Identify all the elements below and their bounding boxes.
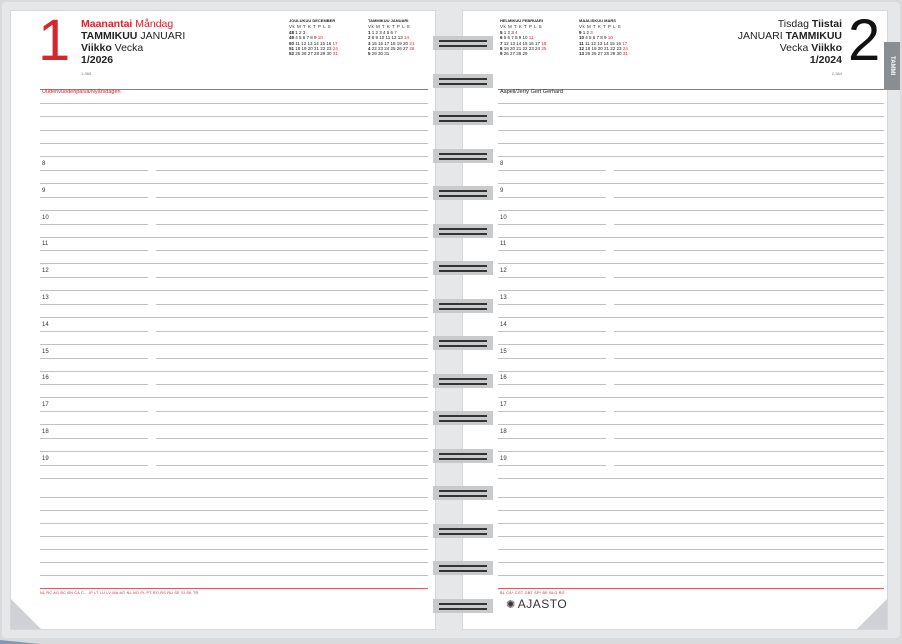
sunday: 11	[528, 35, 534, 41]
weekdays: 25 26 27 28 29 30	[585, 51, 623, 57]
hour-line[interactable]	[40, 197, 148, 198]
ring-slot	[433, 599, 493, 613]
week-number: 4	[368, 46, 372, 52]
note-line[interactable]	[498, 156, 884, 157]
hour-label: 19	[42, 456, 49, 462]
mini-calendar-march	[579, 18, 649, 57]
note-line[interactable]	[498, 536, 884, 537]
hour-label: 17	[500, 402, 507, 408]
appointment-line[interactable]	[614, 250, 884, 251]
weekdays: 1 2 3 4 5 6	[371, 29, 395, 35]
hour-line[interactable]	[40, 250, 148, 251]
sunday: 3	[590, 29, 593, 35]
week-number: 6	[500, 35, 504, 41]
ring-wire	[439, 265, 487, 267]
hour-line[interactable]	[40, 277, 148, 278]
appointment-line[interactable]	[156, 197, 428, 198]
note-line[interactable]	[498, 116, 884, 117]
ring-wire	[439, 233, 487, 235]
ring-slot	[433, 486, 493, 500]
ring-wire	[439, 120, 487, 122]
ring-wire	[439, 78, 487, 80]
left-day-of-year: 1-365	[81, 71, 92, 76]
appointment-line[interactable]	[614, 304, 884, 305]
appointment-line[interactable]	[614, 411, 884, 412]
half-hour-line[interactable]	[498, 263, 884, 264]
hour-line[interactable]	[498, 250, 606, 251]
ring-wire	[439, 83, 487, 85]
ring-wire	[439, 570, 487, 572]
week-number: 9	[500, 51, 504, 57]
left-day-number: 1	[38, 8, 71, 73]
weekdays: 1 2 3	[295, 29, 306, 35]
ring-slot	[433, 111, 493, 125]
sunday: 14	[403, 35, 409, 41]
ring-wire	[439, 45, 487, 47]
sunday: 17	[332, 40, 338, 46]
week-number: 7	[500, 40, 504, 46]
ring-wire	[439, 378, 487, 380]
weekdays: 25 26 27 28 29 30	[295, 51, 333, 57]
ring-slot	[433, 449, 493, 463]
hour-label: 15	[500, 349, 507, 355]
sunday: 25	[541, 46, 547, 52]
note-line[interactable]	[40, 523, 428, 524]
note-line[interactable]	[498, 549, 884, 550]
note-line[interactable]	[40, 510, 428, 511]
weekdays: 5 6 7 8 9 10	[503, 35, 529, 41]
left-footer-line	[40, 588, 428, 589]
half-hour-line[interactable]	[40, 478, 428, 479]
week-number: 5	[500, 29, 504, 35]
hour-label: 8	[42, 161, 46, 167]
spiral-ring	[433, 486, 493, 500]
sunday: 24	[332, 46, 338, 52]
half-hour-line[interactable]	[40, 290, 428, 291]
note-line[interactable]	[498, 130, 884, 131]
left-footer-countries: NL RC AG BC BN CA C... IP LT LU LV MA MT NL NO PL PT RO RS RU SE SI SK TR	[40, 591, 199, 595]
right-nameday: Aapeli/Jerry Gert Gerhard	[500, 89, 563, 95]
ring-wire	[439, 603, 487, 605]
ring-slot	[433, 561, 493, 575]
right-footer-countries: BL CA* CGT GBT SP* BE BLG RG	[500, 591, 565, 595]
week-number: 1	[368, 29, 372, 35]
spiral-ring	[433, 74, 493, 88]
mini-calendar-week-row	[368, 51, 438, 56]
note-line[interactable]	[498, 562, 884, 563]
left-week-fi: Viikko	[81, 42, 112, 54]
hour-line[interactable]	[498, 384, 606, 385]
appointment-line[interactable]	[156, 438, 428, 439]
hour-label: 11	[42, 241, 49, 247]
hour-label: 18	[42, 429, 49, 435]
ring-slot	[433, 261, 493, 275]
mini-calendar-title: MAALISKUU MARS	[579, 18, 616, 23]
half-hour-line[interactable]	[498, 478, 884, 479]
hour-label: 10	[42, 215, 49, 221]
appointment-line[interactable]	[156, 277, 428, 278]
mini-calendar-january	[368, 18, 438, 57]
ring-slot	[433, 74, 493, 88]
ring-slot	[433, 411, 493, 425]
hour-line[interactable]	[498, 411, 606, 412]
appointment-line[interactable]	[614, 384, 884, 385]
spiral-ring	[433, 36, 493, 50]
note-line[interactable]	[40, 497, 428, 498]
right-month-sv: JANUARI	[737, 30, 783, 42]
note-line[interactable]	[40, 549, 428, 550]
right-week-number: 1/2024	[809, 54, 842, 66]
weekdays: 26 27 28 29	[503, 51, 528, 57]
appointment-line[interactable]	[614, 438, 884, 439]
week-number: 5	[368, 51, 372, 57]
appointment-line[interactable]	[156, 411, 428, 412]
note-line[interactable]	[498, 510, 884, 511]
sunday: 10	[607, 35, 613, 41]
ring-wire	[439, 153, 487, 155]
spiral-ring	[433, 299, 493, 313]
left-holiday: Uudenvuodenpäivä/Nyårsdagen	[42, 89, 121, 95]
half-hour-line[interactable]	[498, 371, 884, 372]
mini-calendar-weekday-header: Vk M T K T P L S	[500, 24, 543, 30]
appointment-line[interactable]	[156, 465, 428, 466]
ring-slot	[433, 149, 493, 163]
sunday: 10	[317, 35, 323, 41]
sunday: 31	[332, 51, 338, 57]
hour-line[interactable]	[498, 224, 606, 225]
hour-line[interactable]	[40, 465, 148, 466]
appointment-line[interactable]	[614, 224, 884, 225]
weekdays: 4 5 6 7 8 9	[295, 35, 318, 41]
mini-calendar-weekday-header: Vk M T K T P L S	[289, 24, 332, 30]
hour-label: 12	[42, 268, 49, 274]
note-line[interactable]	[498, 523, 884, 524]
hour-label: 14	[500, 322, 507, 328]
ring-wire	[439, 490, 487, 492]
sunday: 18	[541, 40, 547, 46]
half-hour-line[interactable]	[498, 183, 884, 184]
weekdays: 4 5 6 7 8 9	[585, 35, 608, 41]
half-hour-line[interactable]	[40, 317, 428, 318]
right-month-fi: TAMMIKUU	[785, 30, 842, 42]
hour-line[interactable]	[40, 411, 148, 412]
mini-calendar-weekday-header: Vk M T K T P L S	[579, 24, 622, 30]
hour-line[interactable]	[498, 304, 606, 305]
half-hour-line[interactable]	[40, 237, 428, 238]
hour-label: 13	[500, 295, 507, 301]
ring-wire	[439, 340, 487, 342]
mini-calendar-week-row	[500, 51, 570, 56]
right-week-sv: Vecka	[779, 42, 809, 54]
note-line[interactable]	[40, 575, 428, 576]
left-month-sv: JANUARI	[140, 30, 186, 42]
spiral-ring	[433, 186, 493, 200]
ring-wire	[439, 40, 487, 42]
hour-label: 8	[500, 161, 504, 167]
hour-label: 11	[500, 241, 507, 247]
week-number: 49	[289, 35, 296, 41]
week-number: 48	[289, 29, 296, 35]
ring-wire	[439, 495, 487, 497]
sunday: 21	[409, 40, 415, 46]
appointment-line[interactable]	[156, 224, 428, 225]
hour-label: 10	[500, 215, 507, 221]
right-week-fi: Viikko	[811, 42, 842, 54]
hour-line[interactable]	[498, 197, 606, 198]
spiral-ring	[433, 336, 493, 350]
left-weekday-sv: Måndag	[135, 18, 174, 30]
right-weekday-fi: Tiistai	[811, 18, 842, 30]
weekdays: 11 12 13 14 15 16	[585, 40, 623, 46]
note-line[interactable]	[40, 116, 428, 117]
appointment-line[interactable]	[156, 358, 428, 359]
week-number: 8	[500, 46, 504, 52]
hour-line[interactable]	[498, 277, 606, 278]
ring-wire	[439, 228, 487, 230]
left-weekday-fi: Maanantai	[81, 18, 133, 30]
hour-line[interactable]	[40, 170, 148, 171]
spiral-ring	[433, 261, 493, 275]
mini-calendar-title: HELMIKUU FEBRUARI	[500, 18, 543, 23]
spiral-ring	[433, 524, 493, 538]
note-line[interactable]	[40, 156, 428, 157]
appointment-line[interactable]	[614, 170, 884, 171]
ring-slot	[433, 336, 493, 350]
left-week-sv: Vecka	[114, 42, 144, 54]
hour-label: 18	[500, 429, 507, 435]
half-hour-line[interactable]	[40, 424, 428, 425]
hour-line[interactable]	[498, 438, 606, 439]
half-hour-line[interactable]	[498, 424, 884, 425]
half-hour-line[interactable]	[498, 317, 884, 318]
half-hour-line[interactable]	[498, 290, 884, 291]
hour-label: 14	[42, 322, 49, 328]
hour-line[interactable]	[40, 384, 148, 385]
spiral-ring	[433, 149, 493, 163]
weekdays: 8 9 10 11 12 13	[371, 35, 404, 41]
week-number: 51	[289, 46, 296, 52]
appointment-line[interactable]	[156, 170, 428, 171]
hour-label: 19	[500, 456, 507, 462]
week-number: 13	[579, 51, 586, 57]
right-day-number: 2	[848, 8, 881, 73]
note-line[interactable]	[40, 143, 428, 144]
sunday: 7	[394, 29, 397, 35]
appointment-line[interactable]	[614, 197, 884, 198]
appointment-line[interactable]	[156, 331, 428, 332]
ring-slot	[433, 36, 493, 50]
left-week-number: 1/2026	[81, 54, 114, 66]
ring-wire	[439, 533, 487, 535]
note-line[interactable]	[498, 575, 884, 576]
week-number: 12	[579, 46, 586, 52]
half-hour-line[interactable]	[40, 451, 428, 452]
logo-text: AJASTO	[517, 597, 568, 611]
week-number: 11	[579, 40, 586, 46]
weekdays: 15 16 17 18 19 20	[371, 40, 410, 46]
weekdays: 18 19 20 21 22 23	[585, 46, 623, 52]
week-number: 52	[289, 51, 296, 57]
sunday: 4	[515, 29, 518, 35]
hour-line[interactable]	[40, 358, 148, 359]
week-number: 50	[289, 40, 296, 46]
hour-line[interactable]	[40, 331, 148, 332]
hour-label: 15	[42, 349, 49, 355]
note-line[interactable]	[40, 562, 428, 563]
ring-slot	[433, 186, 493, 200]
spiral-ring	[433, 449, 493, 463]
hour-line[interactable]	[498, 358, 606, 359]
week-number: 9	[579, 29, 583, 35]
weekdays: 29 30 31	[371, 51, 390, 57]
ring-wire	[439, 158, 487, 160]
sunday: 28	[409, 46, 415, 52]
half-hour-line[interactable]	[40, 397, 428, 398]
weekdays: 11 12 13 14 15 16	[295, 40, 333, 46]
left-page-corner	[11, 599, 41, 629]
spiral-ring	[433, 374, 493, 388]
weekdays: 1 2	[582, 29, 591, 35]
right-day-of-year: 2-364	[831, 71, 842, 76]
ring-slot	[433, 224, 493, 238]
weekdays: 12 13 14 15 16 17	[503, 40, 542, 46]
hour-label: 16	[500, 375, 507, 381]
left-page-header	[81, 18, 185, 80]
sun-star-icon: ✺	[506, 599, 516, 611]
week-number: 3	[368, 40, 372, 46]
appointment-line[interactable]	[614, 465, 884, 466]
ring-wire	[439, 345, 487, 347]
appointment-line[interactable]	[156, 384, 428, 385]
right-weekday-sv: Tisdag	[777, 18, 809, 30]
right-page-corner	[857, 599, 887, 629]
sunday: 17	[622, 40, 628, 46]
half-hour-line[interactable]	[40, 183, 428, 184]
spiral-ring	[433, 111, 493, 125]
ring-wire	[439, 420, 487, 422]
mini-calendar-week-row	[579, 51, 649, 56]
hour-line[interactable]	[498, 331, 606, 332]
ring-slot	[433, 299, 493, 313]
right-page-header	[738, 18, 842, 80]
note-line[interactable]	[40, 536, 428, 537]
sunday: 31	[622, 51, 628, 57]
hour-label: 16	[42, 375, 49, 381]
ring-wire	[439, 195, 487, 197]
weekdays: 19 20 21 22 23 24	[503, 46, 542, 52]
half-hour-line[interactable]	[498, 397, 884, 398]
note-line[interactable]	[40, 103, 428, 104]
spiral-ring	[433, 411, 493, 425]
hour-label: 13	[42, 295, 49, 301]
note-line[interactable]	[498, 143, 884, 144]
half-hour-line[interactable]	[498, 210, 884, 211]
mini-calendar-february	[500, 18, 570, 57]
hour-label: 9	[500, 188, 504, 194]
hour-line[interactable]	[40, 438, 148, 439]
hour-label: 17	[42, 402, 49, 408]
appointment-line[interactable]	[614, 358, 884, 359]
ring-wire	[439, 270, 487, 272]
ring-wire	[439, 608, 487, 610]
month-tab[interactable]: TAMMI	[884, 42, 900, 90]
ring-wire	[439, 453, 487, 455]
note-line[interactable]	[40, 130, 428, 131]
mini-calendar-weekday-header: Vk M T K T P L S	[368, 24, 411, 30]
hour-label: 9	[42, 188, 46, 194]
half-hour-line[interactable]	[498, 451, 884, 452]
weekdays: 18 19 20 21 22 23	[295, 46, 333, 52]
ring-wire	[439, 528, 487, 530]
mini-calendar-title: JOULUKUU DECEMBER	[289, 18, 336, 23]
appointment-line[interactable]	[614, 277, 884, 278]
ring-slot	[433, 524, 493, 538]
ring-slot	[433, 374, 493, 388]
ring-wire	[439, 190, 487, 192]
hour-line[interactable]	[498, 465, 606, 466]
weekdays: 22 23 24 25 26 27	[371, 46, 410, 52]
hour-line[interactable]	[498, 170, 606, 171]
right-footer-line	[498, 588, 884, 589]
spiral-ring	[433, 599, 493, 613]
ring-wire	[439, 383, 487, 385]
mini-calendar-title: TAMMIKUU JANUARI	[368, 18, 409, 23]
ring-wire	[439, 308, 487, 310]
sunday: 24	[622, 46, 628, 52]
mini-calendar-week-row	[289, 51, 359, 56]
weekdays: 1 2 3	[503, 29, 516, 35]
half-hour-line[interactable]	[498, 237, 884, 238]
ajasto-logo	[506, 597, 567, 611]
week-number: 2	[368, 35, 372, 41]
half-hour-line[interactable]	[40, 371, 428, 372]
hour-line[interactable]	[40, 224, 148, 225]
ring-wire	[439, 303, 487, 305]
note-line[interactable]	[498, 497, 884, 498]
half-hour-line[interactable]	[498, 344, 884, 345]
note-line[interactable]	[498, 103, 884, 104]
ring-wire	[439, 115, 487, 117]
half-hour-line[interactable]	[40, 263, 428, 264]
spiral-ring	[433, 561, 493, 575]
half-hour-line[interactable]	[40, 210, 428, 211]
left-month-fi: TAMMIKUU	[81, 30, 138, 42]
ring-wire	[439, 415, 487, 417]
week-number: 10	[579, 35, 586, 41]
spiral-ring	[433, 224, 493, 238]
appointment-line[interactable]	[614, 331, 884, 332]
appointment-line[interactable]	[156, 304, 428, 305]
hour-label: 12	[500, 268, 507, 274]
hour-line[interactable]	[40, 304, 148, 305]
half-hour-line[interactable]	[40, 344, 428, 345]
mini-calendar-december	[289, 18, 359, 57]
appointment-line[interactable]	[156, 250, 428, 251]
ring-wire	[439, 565, 487, 567]
ring-wire	[439, 458, 487, 460]
